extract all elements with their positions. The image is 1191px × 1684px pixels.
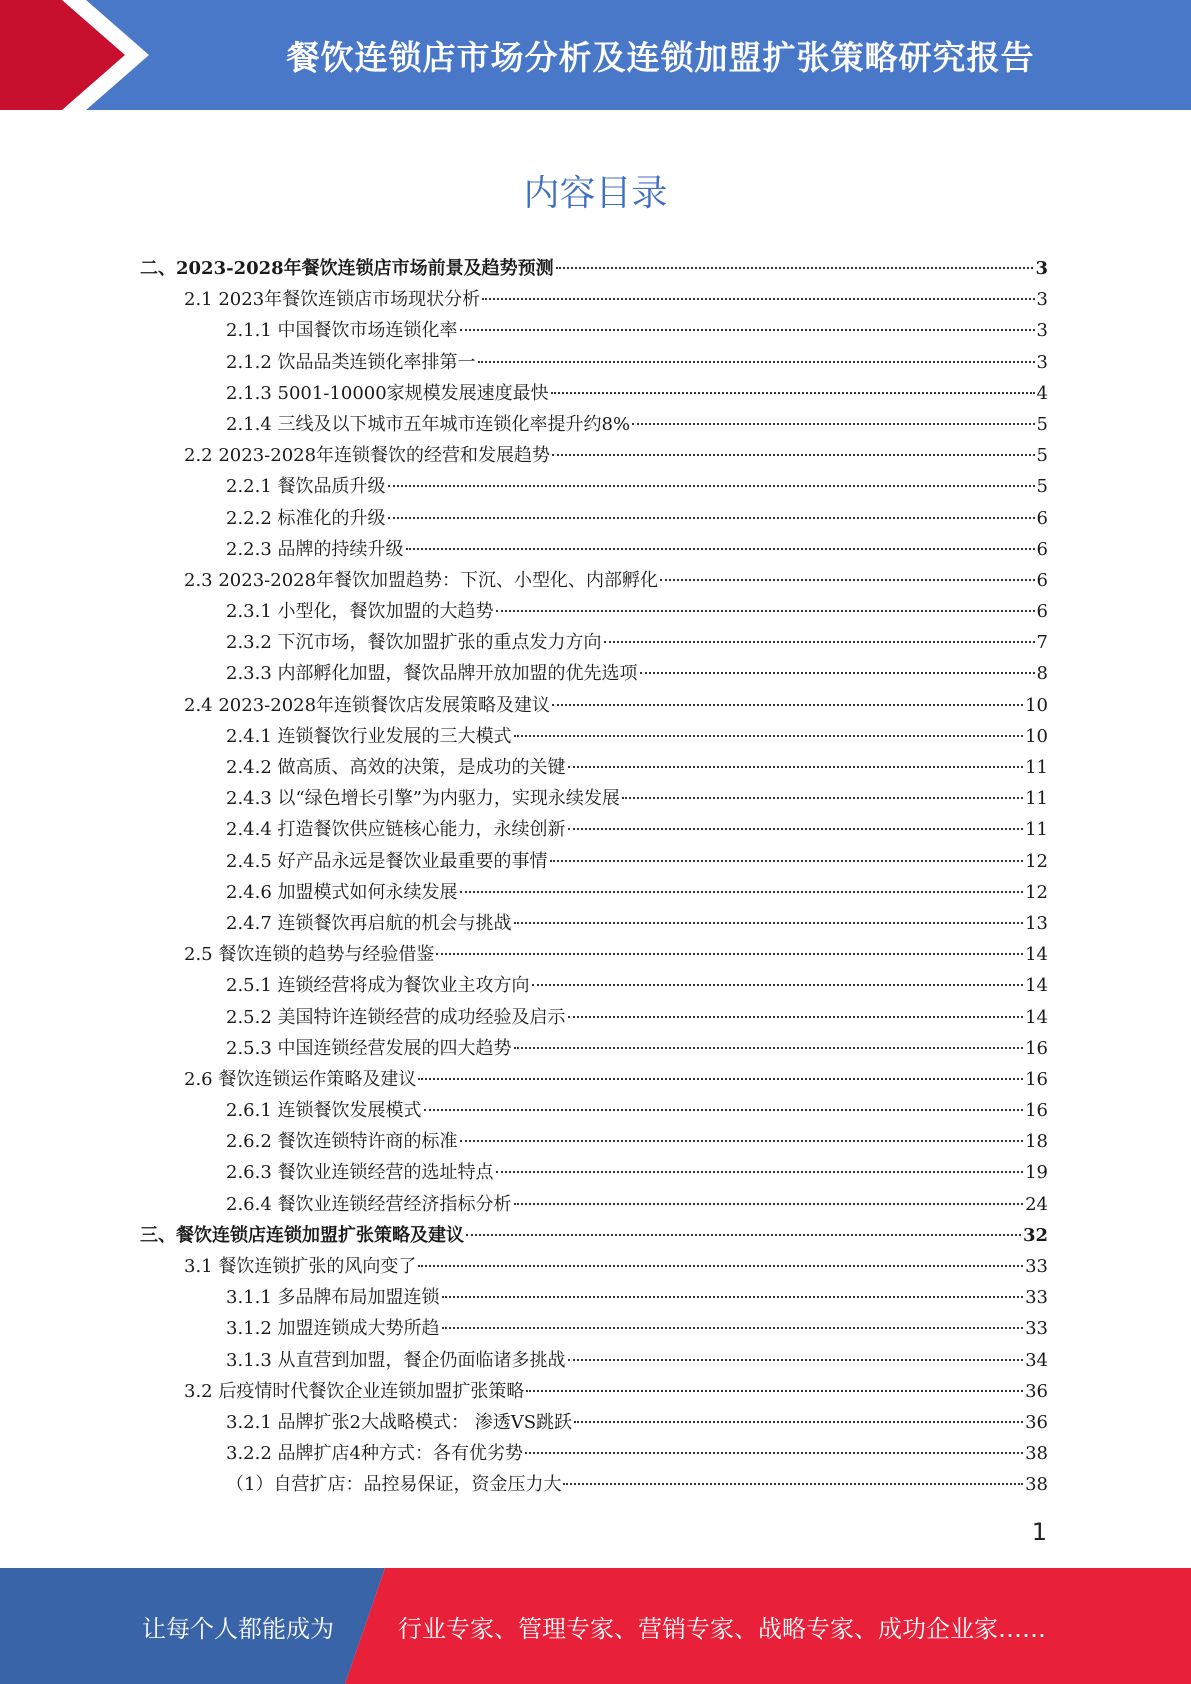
toc-leader-dots (406, 548, 1035, 550)
toc-entry[interactable] (140, 1469, 1048, 1500)
toc-entry-title: 2.6 餐饮连锁运作策略及建议 (184, 1068, 417, 1090)
toc-entry-title: 3.1.1 多品牌布局加盟连锁 (226, 1287, 440, 1309)
toc-leader-dots (442, 1327, 1024, 1329)
toc-entry[interactable] (140, 284, 1048, 315)
toc-entry-page: 6 (1036, 601, 1048, 623)
toc-entry[interactable] (140, 1064, 1048, 1095)
toc-entry-page: 10 (1025, 694, 1048, 716)
toc-entry-page: 33 (1025, 1256, 1048, 1277)
toc-entry[interactable] (140, 347, 1048, 378)
toc-entry-page: 33 (1025, 1318, 1048, 1340)
toc-entry-title: 2.3.1 小型化，餐饮加盟的大趋势 (226, 601, 494, 623)
toc-entry-title: 2.5.1 连锁经营将成为餐饮业主攻方向 (226, 975, 530, 997)
toc-entry[interactable] (140, 846, 1048, 877)
toc-entry-page: 6 (1036, 538, 1048, 560)
toc-entry[interactable] (140, 1376, 1048, 1407)
toc-entry-page: 33 (1025, 1287, 1048, 1309)
toc-entry-page: 6 (1036, 507, 1048, 529)
toc-leader-dots (552, 704, 1023, 706)
toc-entry[interactable] (140, 1189, 1048, 1220)
toc-entry[interactable] (140, 877, 1048, 908)
toc-entry-page: 8 (1036, 663, 1048, 685)
toc-entry[interactable] (140, 627, 1048, 658)
toc-entry-title: 2.5.3 中国连锁经营发展的四大趋势 (226, 1037, 512, 1059)
toc-entry[interactable] (140, 1438, 1048, 1469)
toc-entry-title: 3.1 餐饮连锁扩张的风向变了 (184, 1256, 417, 1277)
toc-leader-dots (514, 735, 1024, 737)
toc-entry-title: 2.4.7 连锁餐饮再启航的机会与挑战 (226, 912, 512, 934)
toc-leader-dots (482, 298, 1034, 300)
toc-entry-page: 11 (1025, 757, 1048, 778)
toc-entry-title: 2.2.3 品牌的持续升级 (226, 538, 404, 560)
toc-entry[interactable] (140, 721, 1048, 752)
toc-entry[interactable] (140, 1095, 1048, 1126)
footer-slogan-left: 让每个人都能成为 (142, 1614, 334, 1643)
toc-leader-dots (574, 1421, 1023, 1423)
toc-entry-title: 二、2023-2028年餐饮连锁店市场前景及趋势预测 (140, 258, 554, 279)
toc-entry-title: 3.2.2 品牌扩店4种方式：各有优劣势 (226, 1443, 523, 1465)
toc-leader-dots (525, 1452, 1023, 1454)
toc-heading: 内容目录 (523, 173, 668, 214)
toc-leader-dots (622, 797, 1023, 799)
report-title: 餐饮连锁店市场分析及连锁加盟扩张策略研究报告 (286, 37, 1035, 77)
toc-entry[interactable] (140, 1313, 1048, 1344)
toc-entry[interactable] (140, 503, 1048, 534)
toc-leader-dots (568, 828, 1024, 830)
toc-entry-title: 2.2 2023-2028年连锁餐饮的经营和发展趋势 (184, 445, 551, 467)
toc-entry[interactable] (140, 939, 1048, 970)
table-of-contents (140, 253, 1048, 1501)
toc-entry[interactable] (140, 1033, 1048, 1064)
toc-entry-page: 5 (1036, 445, 1048, 467)
toc-entry[interactable] (140, 596, 1048, 627)
toc-entry-page: 5 (1036, 476, 1048, 498)
toc-leader-dots (568, 766, 1024, 768)
toc-entry-title: 2.2.1 餐饮品质升级 (226, 476, 386, 498)
page-number: 1 (1031, 1518, 1047, 1546)
toc-entry[interactable] (140, 315, 1048, 346)
toc-entry-page: 12 (1025, 850, 1048, 872)
toc-entry[interactable] (140, 378, 1048, 409)
toc-entry-title: 2.4.3 以“绿色增长引擎”为内驱力，实现永续发展 (226, 788, 620, 810)
toc-entry-title: 2.4.4 打造餐饮供应链核心能力，永续创新 (226, 819, 566, 841)
toc-entry[interactable] (140, 471, 1048, 502)
toc-entry[interactable] (140, 814, 1048, 845)
toc-leader-dots (604, 641, 1035, 643)
toc-leader-dots (660, 579, 1035, 581)
toc-entry-page: 14 (1025, 975, 1048, 997)
toc-entry-title: 3.2 后疫情时代餐饮企业连锁加盟扩张策略 (184, 1380, 525, 1402)
toc-leader-dots (552, 454, 1035, 456)
toc-entry-page: 3 (1035, 258, 1048, 279)
toc-entry-title: 2.6.2 餐饮连锁特许商的标准 (226, 1131, 458, 1153)
toc-entry[interactable] (140, 690, 1048, 721)
toc-entry-page: 34 (1025, 1349, 1048, 1371)
toc-entry-title: 2.4 2023-2028年连锁餐饮店发展策略及建议 (184, 694, 551, 716)
toc-leader-dots (418, 1078, 1023, 1080)
toc-entry[interactable] (140, 409, 1048, 440)
toc-entry-page: 24 (1025, 1193, 1048, 1215)
toc-entry[interactable] (140, 752, 1048, 783)
toc-entry[interactable] (140, 440, 1048, 471)
toc-entry-page: 3 (1036, 320, 1048, 342)
toc-leader-dots (551, 392, 1035, 394)
toc-entry-title: 3.1.3 从直营到加盟，餐企仍面临诸多挑战 (226, 1349, 566, 1371)
toc-entry-title: 2.3 2023-2028年餐饮加盟趋势：下沉、小型化、内部孵化 (184, 569, 659, 591)
toc-leader-dots (460, 329, 1035, 331)
toc-entry[interactable] (140, 1251, 1048, 1282)
toc-entry-page: 38 (1025, 1474, 1048, 1496)
toc-leader-dots (514, 922, 1024, 924)
toc-leader-dots (568, 1016, 1024, 1018)
toc-entry-page: 36 (1025, 1380, 1048, 1402)
toc-leader-dots (496, 610, 1035, 612)
toc-entry-title: 3.2.1 品牌扩张2大战略模式： 渗透VS跳跃 (226, 1411, 573, 1433)
toc-entry-page: 4 (1036, 382, 1048, 404)
toc-leader-dots (466, 1234, 1021, 1236)
toc-entry-title: 2.1.1 中国餐饮市场连锁化率 (226, 320, 458, 342)
toc-entry-page: 18 (1025, 1131, 1048, 1153)
toc-entry[interactable] (140, 1407, 1048, 1438)
toc-entry[interactable] (140, 1282, 1048, 1313)
toc-entry-title: 2.1.2 饮品品类连锁化率排第一 (226, 351, 476, 373)
toc-entry[interactable] (140, 1002, 1048, 1033)
toc-entry[interactable] (140, 253, 1048, 284)
toc-leader-dots (563, 1483, 1023, 1485)
toc-entry-title: 2.5.2 美国特许连锁经营的成功经验及启示 (226, 1006, 566, 1028)
toc-entry-title: 2.4.1 连锁餐饮行业发展的三大模式 (226, 725, 512, 747)
toc-entry[interactable] (140, 565, 1048, 596)
toc-leader-dots (550, 860, 1024, 862)
toc-leader-dots (526, 1390, 1023, 1392)
toc-entry-title: 2.4.6 加盟模式如何永续发展 (226, 881, 458, 903)
toc-leader-dots (388, 485, 1035, 487)
toc-entry-title: 2.6.4 餐饮业连锁经营经济指标分析 (226, 1193, 512, 1215)
toc-entry[interactable] (140, 1345, 1048, 1376)
toc-entry-title: 2.4.5 好产品永远是餐饮业最重要的事情 (226, 850, 548, 872)
toc-entry-title: 2.3.2 下沉市场，餐饮加盟扩张的重点发力方向 (226, 632, 602, 654)
toc-entry[interactable] (140, 1126, 1048, 1157)
toc-leader-dots (532, 984, 1024, 986)
toc-leader-dots (478, 361, 1035, 363)
toc-leader-dots (568, 1359, 1024, 1361)
toc-leader-dots (388, 517, 1035, 519)
toc-leader-dots (556, 267, 1034, 269)
toc-entry-page: 32 (1022, 1224, 1048, 1246)
toc-leader-dots (436, 953, 1023, 955)
toc-entry-page: 16 (1025, 1037, 1048, 1059)
toc-leader-dots (640, 672, 1035, 674)
report-header-banner (0, 0, 1191, 110)
toc-entry-page: 16 (1025, 1100, 1048, 1122)
toc-entry-page: 16 (1025, 1068, 1048, 1090)
toc-entry-page: 38 (1025, 1443, 1048, 1465)
toc-entry-title: 2.1.4 三线及以下城市五年城市连锁化率提升约8% (226, 413, 631, 435)
toc-leader-dots (424, 1109, 1024, 1111)
toc-entry-page: 6 (1036, 569, 1048, 591)
toc-entry-title: 2.3.3 内部孵化加盟，餐饮品牌开放加盟的优先选项 (226, 663, 638, 685)
toc-entry-page: 13 (1025, 912, 1048, 934)
toc-entry-page: 12 (1025, 881, 1048, 903)
toc-entry[interactable] (140, 783, 1048, 814)
toc-leader-dots (442, 1296, 1024, 1298)
toc-entry-page: 19 (1025, 1162, 1048, 1184)
toc-leader-dots (460, 1140, 1024, 1142)
toc-leader-dots (514, 1203, 1024, 1205)
toc-entry-page: 5 (1036, 413, 1048, 435)
toc-entry-page: 14 (1025, 1006, 1048, 1028)
toc-entry-title: 2.1 2023年餐饮连锁店市场现状分析 (184, 289, 481, 311)
toc-entry-page: 36 (1025, 1411, 1048, 1433)
footer-slogan-right: 行业专家、管理专家、营销专家、战略专家、成功企业家…… (398, 1614, 1046, 1643)
arrow-chevron-icon (0, 0, 160, 110)
toc-entry-title: 2.6.1 连锁餐饮发展模式 (226, 1100, 422, 1122)
toc-leader-dots (418, 1265, 1023, 1267)
toc-entry-title: 三、餐饮连锁店连锁加盟扩张策略及建议 (140, 1224, 464, 1246)
page-footer (0, 1568, 1191, 1684)
toc-entry[interactable] (140, 658, 1048, 689)
toc-leader-dots (496, 1171, 1024, 1173)
toc-entry-title: 2.5 餐饮连锁的趋势与经验借鉴 (184, 944, 435, 966)
toc-entry[interactable] (140, 1157, 1048, 1188)
toc-entry[interactable] (140, 1220, 1048, 1251)
toc-entry-title: 3.1.2 加盟连锁成大势所趋 (226, 1318, 440, 1340)
toc-entry-title: 2.4.2 做高质、高效的决策，是成功的关键 (226, 757, 566, 778)
toc-entry-page: 10 (1025, 725, 1048, 747)
toc-entry-title: （1）自营扩店：品控易保证，资金压力大 (226, 1474, 562, 1496)
toc-leader-dots (460, 891, 1024, 893)
toc-entry-page: 7 (1036, 632, 1048, 654)
toc-entry-page: 11 (1025, 788, 1048, 810)
toc-entry-title: 2.6.3 餐饮业连锁经营的选址特点 (226, 1162, 494, 1184)
toc-entry-page: 3 (1036, 351, 1048, 373)
toc-leader-dots (514, 1047, 1024, 1049)
toc-entry[interactable] (140, 970, 1048, 1001)
toc-entry[interactable] (140, 534, 1048, 565)
toc-entry[interactable] (140, 908, 1048, 939)
toc-entry-page: 11 (1025, 819, 1048, 841)
toc-entry-page: 14 (1025, 944, 1048, 966)
toc-entry-title: 2.1.3 5001-10000家规模发展速度最快 (226, 382, 549, 404)
toc-leader-dots (632, 423, 1034, 425)
toc-entry-page: 3 (1036, 289, 1048, 311)
toc-entry-title: 2.2.2 标准化的升级 (226, 507, 386, 529)
